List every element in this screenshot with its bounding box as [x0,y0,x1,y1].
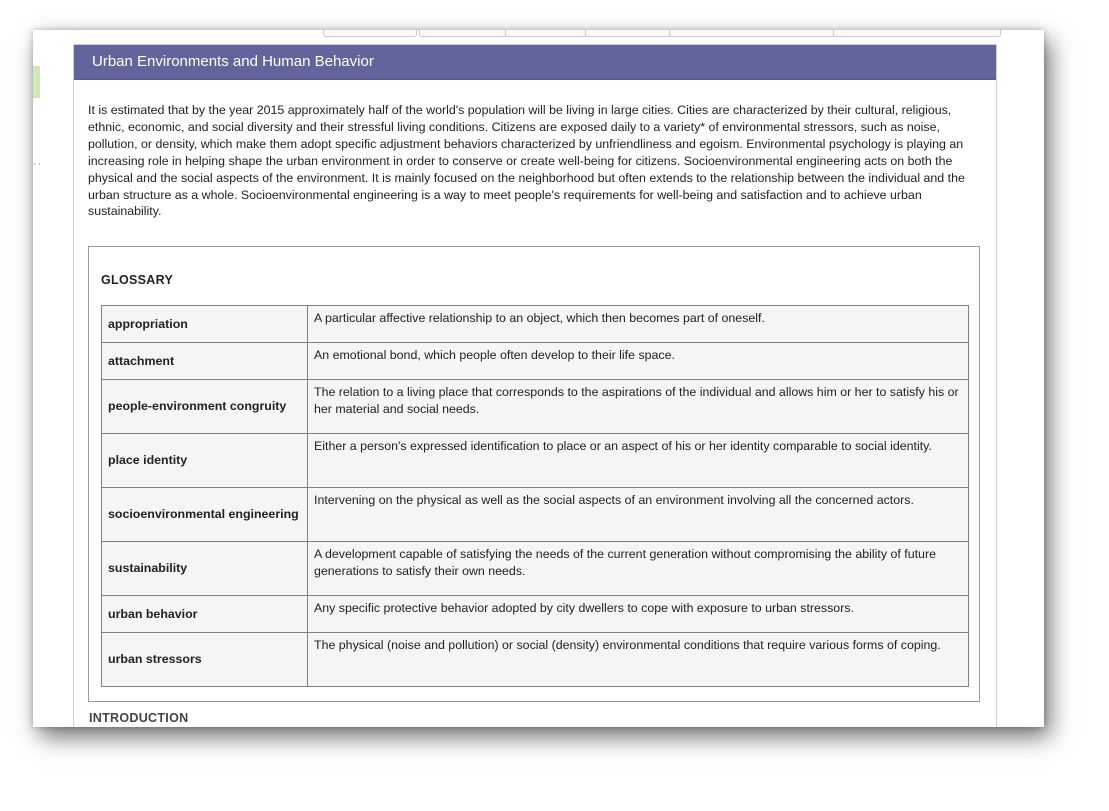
glossary-definition: A development capable of satisfying the needs of the current generation without compromising the ability of future generations to satisfy their own needs. [308,542,969,596]
top-tab[interactable] [585,30,671,37]
glossary-term: people-environment congruity [102,380,308,434]
glossary-definition: The relation to a living place that corresponds to the aspirations of the individual and allows him or her to satisfy his or her material and social needs. [308,380,969,434]
glossary-definition: The physical (noise and pollution) or social (density) environmental conditions that require various forms of coping. [308,633,969,687]
glossary-term: sustainability [102,542,308,596]
glossary-row [102,380,969,434]
glossary-term: attachment [102,343,308,380]
top-tab[interactable] [669,30,835,37]
glossary-term: appropriation [102,306,308,343]
section-heading-introduction: INTRODUCTION [89,711,189,725]
ellipsis-icon: ·· [33,158,43,170]
glossary-definition: Any specific protective behavior adopted by city dwellers to cope with exposure to urban stressors. [308,596,969,633]
glossary-title: GLOSSARY [101,273,174,287]
glossary-table [101,305,969,687]
glossary-row [102,434,969,488]
left-sidebar-edge [33,66,40,98]
glossary-definition: An emotional bond, which people often develop to their life space. [308,343,969,380]
top-tab[interactable] [419,30,507,37]
top-tab[interactable] [323,30,417,37]
glossary-term: socioenvironmental engineering [102,488,308,542]
top-tab[interactable] [505,30,587,37]
glossary-row [102,542,969,596]
glossary-row [102,306,969,343]
top-tab[interactable] [833,30,1001,37]
glossary-definition: A particular affective relationship to an object, which then becomes part of oneself. [308,306,969,343]
glossary-definition: Either a person's expressed identification to place or an aspect of his or her identity comparable to social identity. [308,434,969,488]
glossary-definition: Intervening on the physical as well as the social aspects of an environment involving all the concerned actors. [308,488,969,542]
glossary-term: urban behavior [102,596,308,633]
browser-viewport [33,30,1044,727]
glossary-term: place identity [102,434,308,488]
glossary-box [88,246,980,702]
panel-title: Urban Environments and Human Behavior [74,45,996,80]
glossary-term: urban stressors [102,633,308,687]
glossary-row [102,633,969,687]
glossary-row [102,488,969,542]
glossary-row [102,596,969,633]
article-panel [73,44,997,727]
glossary-row [102,343,969,380]
intro-paragraph: It is estimated that by the year 2015 approximately half of the world's population will be living in large cities. Cities are characterized by their cultural, religious, ethnic, economic, and social diversity and their stressful living conditions. Citizens are exposed daily to a variety* of environmental stressors, such as noise, pollution, or density, which make them adopt specific adjustment behaviors characterized by unfriendliness and egoism. Environmental psychology is playing an increasing role in helping shape the urban environment in order to conserve or create well-being for citizens. Socioenvironmental engineering acts on both the physical and the social aspects of the environment. It is mainly focused on the neighborhood but often extends to the relationship between the individual and the urban structure as a whole. Socioenvironmental engineering is a way to meet people's requirements for well-being and satisfaction and to achieve urban sustainability. [88,103,965,219]
